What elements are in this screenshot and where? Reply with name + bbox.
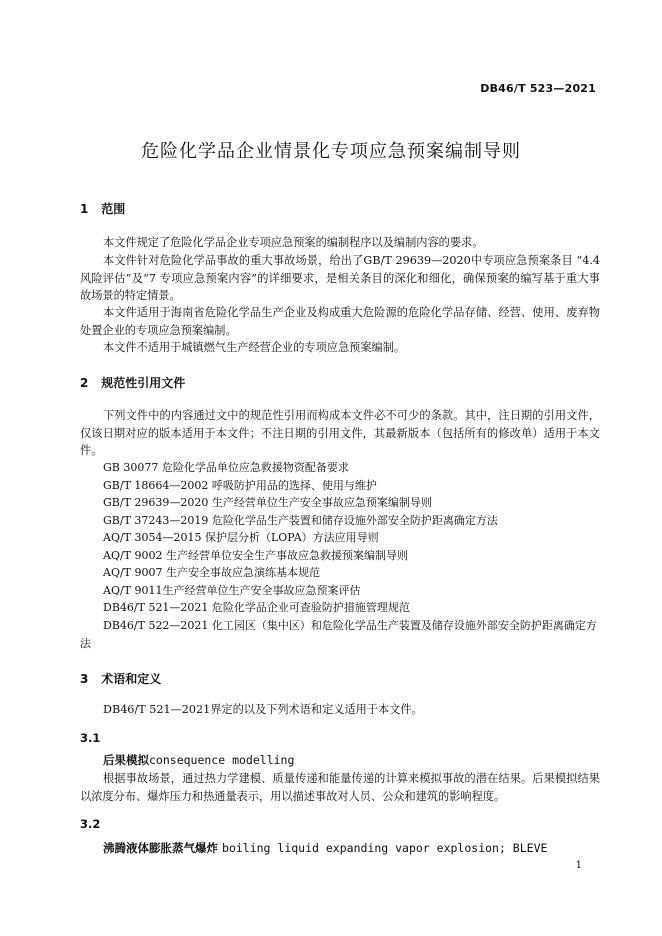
term-definition: 根据事故场景，通过热力学建模、质量传递和能量传递的计算来模拟事故的潜在结果。后果模拟结果以浓度分布、爆炸压力和热通量表示，用以描述事故对人员、公众和建筑的影响程度。 <box>80 772 600 803</box>
term-english: boiling liquid expanding vapor explosion; BLEVE <box>222 841 548 855</box>
reference-item: AQ/T 9011生产经营单位生产安全事故应急预案评估 <box>103 584 361 597</box>
reference-item: AQ/T 9002 生产经营单位安全生产事故应急救援预案编制导则 <box>103 549 408 562</box>
reference-item: GB/T 37243—2019 危险化学品生产装置和储存设施外部安全防护距离确定方法 <box>103 514 498 527</box>
section-number: 2 <box>80 376 89 390</box>
page-number: 1 <box>575 860 582 871</box>
paragraph: DB46/T 521—2021界定的以及下列术语和定义适用于本文件。 <box>103 703 423 716</box>
paragraph: 本文件适用于海南省危险化学品生产企业及构成重大危险源的危险化学品存储、经营、使用、废弃物处置企业的专项应急预案编制。 <box>80 306 600 337</box>
section-title: 术语和定义 <box>101 672 162 686</box>
paragraph: 本文件不适用于城镇燃气生产经营企业的专项应急预案编制。 <box>103 341 406 354</box>
section-number: 1 <box>80 202 89 216</box>
paragraph: 本文件针对危险化学品事故的重大事故场景，给出了GB/T 29639—2020中专项应急预案条目 “4.4 风险评估”及“7 专项应急预案内容”的详细要求，是相关条目的深化和细化，确保预案的编写基于重大事故场景的特定情景。 <box>80 254 600 302</box>
reference-item: DB46/T 521—2021 危险化学品企业可查验防护措施管理规范 <box>103 601 410 614</box>
reference-item: GB/T 29639—2020 生产经营单位生产安全事故应急预案编制导则 <box>103 496 432 509</box>
document-title: 危险化学品企业情景化专项应急预案编制导则 <box>141 141 521 162</box>
paragraph: 本文件规定了危险化学品企业专项应急预案的编制程序以及编制内容的要求。 <box>103 236 484 249</box>
reference-item: AQ/T 3054—2015 保护层分析（LOPA）方法应用导则 <box>103 531 379 544</box>
reference-item: DB46/T 522—2021 化工园区（集中区）和危险化学品生产装置及储存设施外部安全防护距离确定方法 <box>80 619 597 650</box>
section-title: 规范性引用文件 <box>101 376 186 390</box>
term-heading <box>103 752 294 768</box>
term-english: consequence modelling <box>149 753 295 767</box>
reference-item: AQ/T 9007 生产安全事故应急演练基本规范 <box>103 566 320 579</box>
term-chinese: 后果模拟 <box>103 753 149 767</box>
document-code: DB46/T 523—2021 <box>480 82 596 95</box>
section-3-heading <box>80 670 161 687</box>
section-number: 3 <box>80 672 89 686</box>
reference-item: GB 30077 危险化学品单位应急救援物资配备要求 <box>103 461 349 474</box>
paragraph: 下列文件中的内容通过文中的规范性引用而构成本文件必不可少的条款。其中，注日期的引用文件，仅该日期对应的版本适用于本文件；不注日期的引用文件，其最新版本（包括所有的修改单）适用于本文件。 <box>80 409 600 457</box>
reference-item: GB/T 18664—2002 呼吸防护用品的选择、使用与维护 <box>103 479 377 492</box>
term-number: 3.1 <box>80 731 101 745</box>
term-number: 3.2 <box>80 817 101 831</box>
term-chinese: 沸腾液体膨胀蒸气爆炸 <box>103 841 218 855</box>
section-title: 范围 <box>101 202 126 216</box>
term-heading <box>103 840 547 856</box>
section-2-heading <box>80 374 185 391</box>
section-1-heading <box>80 200 125 217</box>
